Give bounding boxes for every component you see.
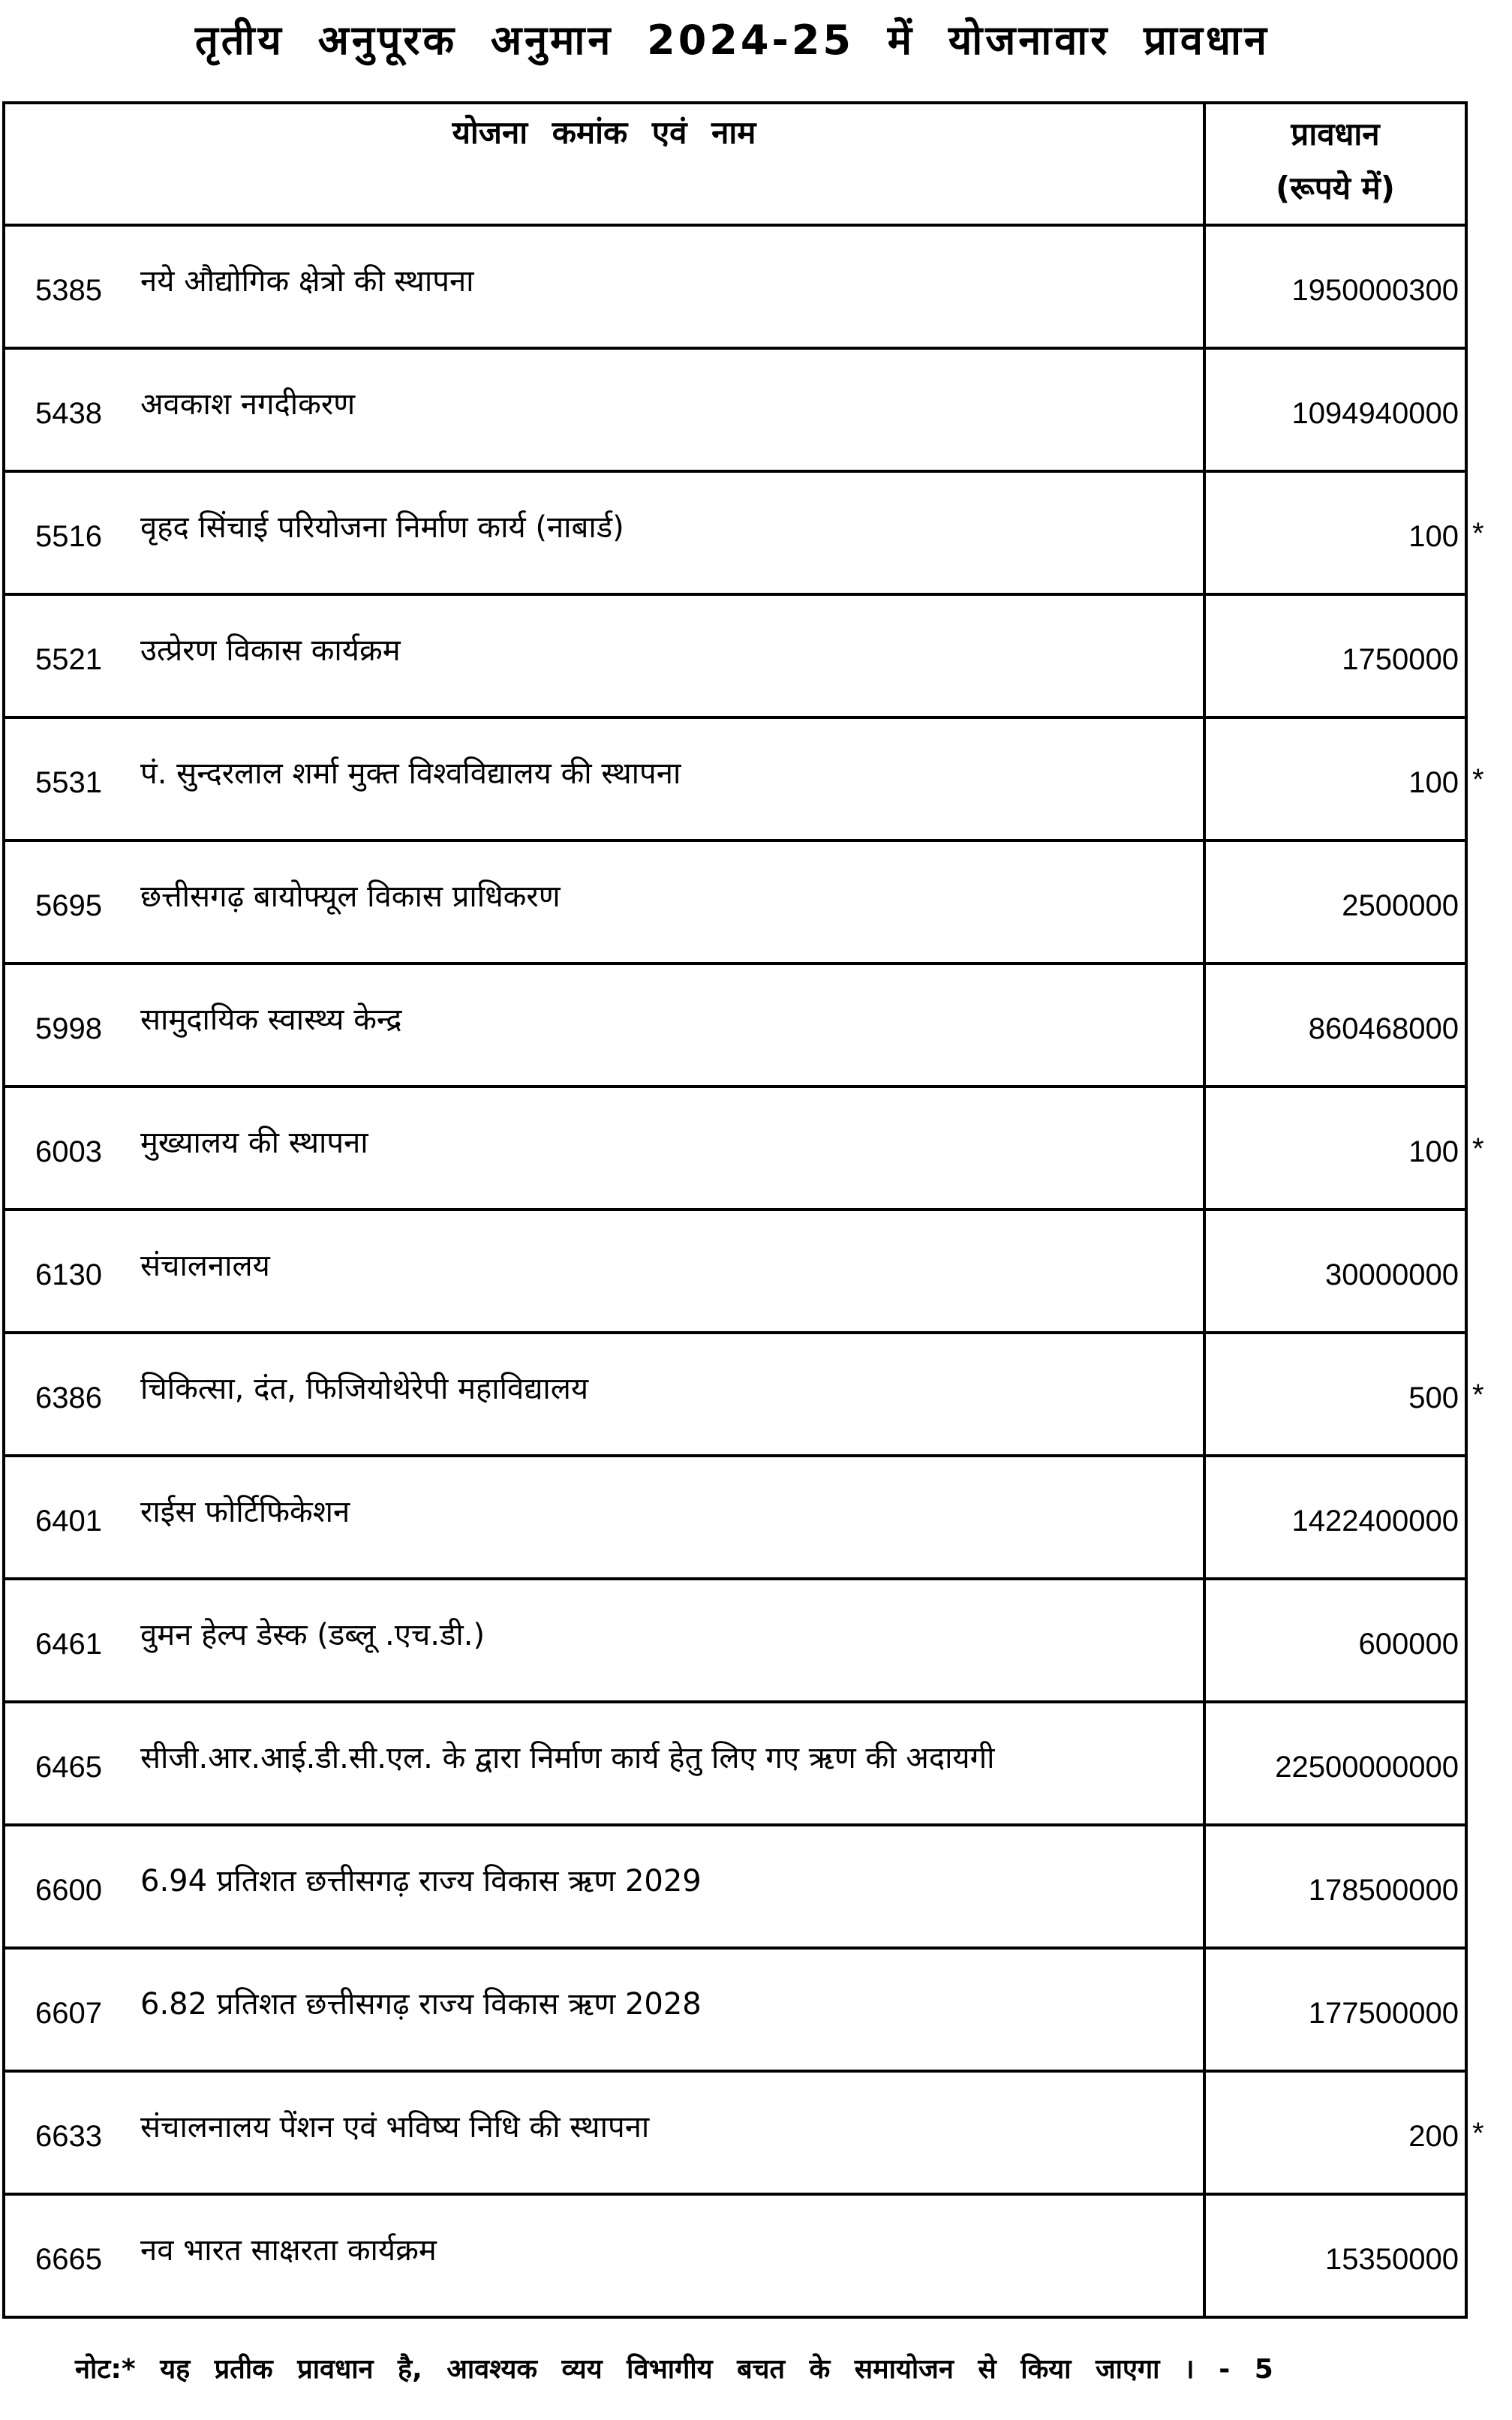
amount-cell [1206,2073,1465,2193]
scheme-name: चिकित्सा, दंत, फिजियोथेरेपी महाविद्यालय [140,1372,589,1406]
table-row [5,1703,1465,1826]
amount-cell [1206,1826,1465,1947]
scheme-name: नव भारत साक्षरता कार्यक्रम [140,2233,437,2268]
table-row [5,473,1465,596]
provision-amount: 500 [1408,1381,1459,1414]
scheme-cell [5,719,1206,839]
scheme-name: पं. सुन्दरलाल शर्मा मुक्त विश्वविद्यालय की स्थापना [140,756,681,791]
scheme-code: 6461 [35,1628,102,1661]
scheme-cell [5,596,1206,716]
amount-cell [1206,1457,1465,1577]
scheme-code: 6003 [35,1135,102,1168]
scheme-name: सामुदायिक स्वास्थ्य केन्द्र [140,1003,402,1037]
scheme-cell [5,1703,1206,1823]
provision-amount: 1750000 [1342,643,1459,676]
scheme-name: छत्तीसगढ़ बायोफ्यूल विकास प्राधिकरण [140,879,561,914]
scheme-code: 6130 [35,1258,102,1291]
provision-amount: 600000 [1358,1628,1459,1661]
scheme-code: 5521 [35,643,102,676]
scheme-cell [5,2196,1206,2316]
provision-amount: 100 [1408,766,1459,799]
token-provision-mark: * [1472,1132,1484,1165]
scheme-name: सीजी.आर.आई.डी.सी.एल. के द्वारा निर्माण कार्य हेतु लिए गए ऋण की अदायगी [140,1741,995,1775]
provision-table [2,101,1468,2319]
table-row [5,2073,1465,2196]
table-row [5,1088,1465,1211]
token-provision-mark: * [1472,763,1484,796]
scheme-name: वृहद सिंचाई परियोजना निर्माण कार्य (नाबार्ड) [140,510,624,545]
amount-cell [1206,596,1465,716]
table-row [5,1580,1465,1703]
header-provision-unit: (रूपये में) [1276,170,1395,206]
token-provision-mark: * [1472,2117,1484,2150]
scheme-cell [5,965,1206,1085]
amount-cell [1206,473,1465,593]
scheme-name: संचालनालय [140,1249,270,1283]
scheme-name: संचालनालय पेंशन एवं भविष्य निधि की स्थापना [140,2110,650,2145]
provision-amount: 100 [1408,520,1459,553]
scheme-cell [5,473,1206,593]
table-row [5,1211,1465,1334]
scheme-code: 5516 [35,520,102,553]
scheme-name: राईस फोर्टिफिकेशन [140,1495,350,1529]
scheme-code: 6607 [35,1997,102,2030]
token-provision-mark: * [1472,1378,1484,1411]
amount-cell [1206,2196,1465,2316]
provision-amount: 1950000300 [1291,274,1459,307]
scheme-name: अवकाश नगदीकरण [140,387,356,422]
table-row [5,596,1465,719]
table-row [5,965,1465,1088]
scheme-name: मुख्यालय की स्थापना [140,1126,368,1160]
table-row [5,1950,1465,2073]
table-row [5,2196,1465,2316]
table-header [5,104,1465,227]
provision-amount: 1422400000 [1291,1505,1459,1538]
scheme-code: 5695 [35,889,102,922]
table-body [5,227,1465,2316]
header-scheme-code-name: योजना कमांक एवं नाम [5,104,1206,224]
table-row [5,1457,1465,1580]
provision-amount: 22500000000 [1275,1751,1459,1784]
amount-cell [1206,1950,1465,2070]
scheme-cell [5,2073,1206,2193]
footer-note: नोट:* यह प्रतीक प्रावधान है, आवश्यक व्यय विभागीय बचत के समायोजन से किया जाएगा । - 5 [75,2354,1273,2385]
scheme-name: 6.94 प्रतिशत छत्तीसगढ़ राज्य विकास ऋण 2029 [140,1864,702,1898]
scheme-code: 5531 [35,766,102,799]
scheme-cell [5,1334,1206,1454]
scheme-cell [5,842,1206,962]
scheme-cell [5,1457,1206,1577]
provision-amount: 200 [1408,2120,1459,2153]
scheme-code: 5998 [35,1012,102,1045]
provision-amount: 2500000 [1342,889,1459,922]
scheme-cell [5,1211,1206,1331]
amount-cell [1206,1580,1465,1700]
table-row [5,842,1465,965]
table-row [5,1334,1465,1457]
table-row [5,1826,1465,1950]
amount-cell [1206,1334,1465,1454]
header-provision-label: प्रावधान [1291,116,1380,152]
scheme-code: 6633 [35,2120,102,2153]
amount-cell [1206,227,1465,347]
scheme-name: वुमन हेल्प डेस्क (डब्लू .एच.डी.) [140,1618,485,1652]
scheme-cell [5,1580,1206,1700]
scheme-cell [5,1088,1206,1208]
provision-amount: 1094940000 [1291,397,1459,430]
scheme-code: 6665 [35,2243,102,2276]
table-row [5,227,1465,350]
amount-cell [1206,350,1465,470]
scheme-cell [5,1950,1206,2070]
table-row [5,350,1465,473]
scheme-code: 6386 [35,1381,102,1414]
scheme-name: 6.82 प्रतिशत छत्तीसगढ़ राज्य विकास ऋण 2028 [140,1987,702,2022]
provision-amount: 100 [1408,1135,1459,1168]
amount-cell [1206,719,1465,839]
scheme-name: उत्प्रेरण विकास कार्यक्रम [140,633,401,668]
scheme-code: 6600 [35,1874,102,1907]
provision-amount: 860468000 [1308,1012,1459,1045]
scheme-code: 5385 [35,274,102,307]
page-title: तृतीय अनुपूरक अनुमान 2024-25 में योजनावार प्रावधान [194,17,1270,64]
scheme-code: 6465 [35,1751,102,1784]
amount-cell [1206,1211,1465,1331]
table-row [5,719,1465,842]
scheme-code: 6401 [35,1505,102,1538]
amount-cell [1206,965,1465,1085]
scheme-cell [5,350,1206,470]
amount-cell [1206,842,1465,962]
amount-cell [1206,1703,1465,1823]
header-provision [1206,104,1465,224]
scheme-name: नये औद्योगिक क्षेत्रो की स्थापना [140,264,474,299]
provision-amount: 15350000 [1325,2243,1459,2276]
amount-cell [1206,1088,1465,1208]
provision-amount: 178500000 [1308,1874,1459,1907]
scheme-code: 5438 [35,397,102,430]
scheme-cell [5,227,1206,347]
token-provision-mark: * [1472,517,1484,550]
scheme-cell [5,1826,1206,1947]
provision-amount: 30000000 [1325,1258,1459,1291]
provision-amount: 177500000 [1308,1997,1459,2030]
